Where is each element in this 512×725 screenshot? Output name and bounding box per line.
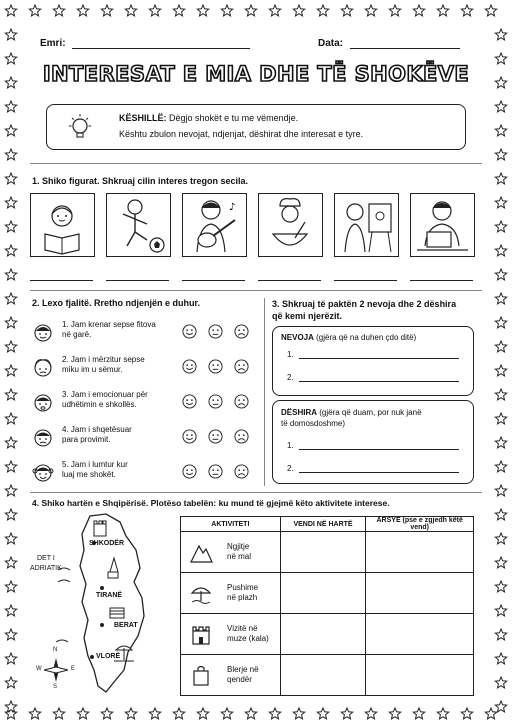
divider (30, 492, 482, 493)
star-decoration (5, 53, 16, 64)
place-cell[interactable] (280, 532, 366, 573)
neutral-face-icon[interactable] (208, 324, 223, 339)
albania-map (28, 510, 178, 700)
date-line[interactable] (350, 48, 460, 49)
star-decoration (293, 708, 304, 719)
star-decoration (5, 221, 16, 232)
vertical-divider (264, 298, 265, 486)
child-face-icon (32, 427, 54, 449)
star-decoration (5, 125, 16, 136)
star-decoration (125, 5, 136, 16)
castle-icon (189, 622, 213, 646)
picture-cooking (258, 193, 323, 257)
compass-w: W (36, 666, 42, 672)
activities-table (180, 516, 474, 696)
child-face-icon (32, 462, 54, 484)
star-decoration (495, 461, 506, 472)
section2-title: 2. Lexo fjalitë. Rretho ndjenjën e duhur. (32, 298, 201, 308)
svg-text:♪: ♪ (229, 202, 236, 213)
star-decoration (389, 708, 400, 719)
neutral-face-icon[interactable] (208, 359, 223, 374)
star-decoration (269, 708, 280, 719)
star-decoration (495, 653, 506, 664)
sad-face-icon[interactable] (234, 464, 249, 479)
star-decoration (495, 197, 506, 208)
star-decoration (5, 149, 16, 160)
tip-line-2: Kështu zbulon nevojat, ndjenjat, dëshirat dhe interesat e tyre. (119, 129, 364, 139)
answer-line-3[interactable] (182, 280, 245, 281)
reason-cell[interactable] (366, 655, 474, 696)
star-decoration (485, 708, 496, 719)
divider (30, 163, 482, 164)
star-decoration (149, 5, 160, 16)
star-decoration (413, 708, 424, 719)
star-decoration (5, 173, 16, 184)
table-row: Ngjitje në mal (181, 532, 474, 573)
needs-box: NEVOJA (gjëra që na duhen çdo ditë) 1. 2. (272, 326, 474, 396)
reason-cell[interactable] (366, 573, 474, 614)
star-decoration (495, 677, 506, 688)
star-decoration (485, 5, 496, 16)
star-decoration (77, 708, 88, 719)
compass-s: S (53, 684, 58, 690)
list-item: 3. Jam i emocionuar për udhëtimin e shkollës. (32, 390, 260, 420)
table-row: Vizitë në muze (kala) (181, 614, 474, 655)
child-face-icon (32, 392, 54, 414)
houses-icon (110, 608, 124, 618)
place-cell[interactable] (280, 614, 366, 655)
mountain-icon (189, 540, 213, 564)
star-decoration (5, 557, 16, 568)
neutral-face-icon[interactable] (208, 464, 223, 479)
star-decoration (221, 708, 232, 719)
star-decoration (5, 629, 16, 640)
star-decoration (5, 485, 16, 496)
star-decoration (245, 5, 256, 16)
city-tirane: TIRANË (96, 592, 123, 599)
star-decoration (495, 245, 506, 256)
star-decoration (495, 365, 506, 376)
shopping-bag-icon (189, 663, 213, 687)
star-decoration (173, 708, 184, 719)
star-decoration (495, 53, 506, 64)
city-vlore: VLORË (96, 653, 121, 660)
star-decoration (495, 581, 506, 592)
needs-line-1[interactable] (299, 358, 459, 359)
star-decoration (5, 533, 16, 544)
star-decoration (5, 269, 16, 280)
star-decoration (437, 5, 448, 16)
place-cell[interactable] (280, 655, 366, 696)
needs-label: NEVOJA (281, 333, 314, 342)
place-cell[interactable] (280, 573, 366, 614)
star-decoration (341, 708, 352, 719)
star-decoration (5, 413, 16, 424)
star-decoration (365, 708, 376, 719)
star-decoration (53, 5, 64, 16)
city-shkoder: SHKODËR (89, 540, 125, 547)
star-decoration (495, 77, 506, 88)
wants-line-1[interactable] (299, 449, 459, 450)
star-decoration (5, 437, 16, 448)
header-place: VENDI NË HARTË (280, 517, 366, 532)
tip-label: KËSHILLË: (119, 113, 167, 123)
star-decoration (317, 708, 328, 719)
star-decoration (413, 5, 424, 16)
star-decoration (495, 293, 506, 304)
header-activity: AKTIVITETI (181, 517, 281, 532)
star-decoration (5, 245, 16, 256)
happy-face-icon[interactable] (182, 464, 197, 479)
star-decoration (495, 317, 506, 328)
star-decoration (495, 101, 506, 112)
star-decoration (5, 5, 16, 16)
star-decoration (495, 173, 506, 184)
star-decoration (495, 221, 506, 232)
map-outline (28, 510, 178, 700)
star-decoration (53, 708, 64, 719)
wants-line-2[interactable] (299, 472, 459, 473)
star-decoration (5, 365, 16, 376)
star-decoration (5, 341, 16, 352)
star-decoration (365, 5, 376, 16)
section4-title: 4. Shiko hartën e Shqipërisë. Plotëso tabelën: ku mund të gjejmë këto aktivitete interese. (32, 498, 390, 508)
happy-face-icon[interactable] (182, 394, 197, 409)
star-decoration (221, 5, 232, 16)
star-decoration (5, 293, 16, 304)
star-decoration (495, 341, 506, 352)
answer-line-5[interactable] (334, 280, 397, 281)
star-decoration (495, 509, 506, 520)
star-decoration (5, 317, 16, 328)
star-decoration (495, 437, 506, 448)
list-item: 1. Jam krenar sepse fitova në garë. (32, 320, 260, 350)
star-decoration (29, 5, 40, 16)
sad-face-icon[interactable] (234, 394, 249, 409)
star-decoration (495, 269, 506, 280)
star-decoration (495, 413, 506, 424)
star-decoration (5, 29, 16, 40)
star-decoration (495, 29, 506, 40)
star-decoration (5, 581, 16, 592)
star-decoration (5, 509, 16, 520)
compass-icon (44, 658, 68, 682)
picture-computer (410, 193, 475, 257)
star-decoration (197, 5, 208, 16)
lightbulb-icon (65, 113, 95, 143)
name-label: Emri: (40, 38, 66, 49)
happy-face-icon[interactable] (182, 324, 197, 339)
star-decoration (495, 485, 506, 496)
star-decoration (197, 708, 208, 719)
section3-title: 3. Shkruaj të paktën 2 nevoja dhe 2 dëshira që kemi njerëzit. (272, 299, 457, 321)
star-decoration (317, 5, 328, 16)
star-decoration (495, 533, 506, 544)
star-decoration (125, 708, 136, 719)
tip-box (46, 104, 466, 150)
answer-line-4[interactable] (258, 280, 321, 281)
star-decoration (29, 708, 40, 719)
star-decoration (495, 701, 506, 712)
sea-label: DET I ADRIATIK (30, 555, 62, 572)
star-decoration (495, 389, 506, 400)
list-item: 4. Jam i shqetësuar para provimit. (32, 425, 260, 455)
star-decoration (149, 708, 160, 719)
child-face-icon (32, 357, 54, 379)
child-face-icon (32, 322, 54, 344)
beach-umbrella-icon (189, 581, 213, 605)
sad-face-icon[interactable] (234, 324, 249, 339)
table-row: Pushime në plazh (181, 573, 474, 614)
wants-label: DËSHIRA (281, 408, 318, 417)
section1-title: 1. Shiko figurat. Shkruaj cilin interes tregon secila. (32, 176, 249, 186)
star-decoration (5, 77, 16, 88)
reason-cell[interactable] (366, 614, 474, 655)
page-title: INTERESAT E MIA DHE TË SHOKËVE (42, 62, 470, 86)
answer-line-6[interactable] (410, 280, 473, 281)
compass-n: N (53, 647, 58, 653)
reason-cell[interactable] (366, 532, 474, 573)
star-decoration (437, 708, 448, 719)
city-berat: BERAT (114, 622, 138, 629)
wants-box: DËSHIRA (gjëra që duam, por nuk janë të domosdoshme) 1. 2. (272, 400, 474, 484)
star-decoration (245, 708, 256, 719)
star-decoration (495, 557, 506, 568)
star-decoration (461, 5, 472, 16)
star-decoration (495, 605, 506, 616)
picture-painting (334, 193, 399, 257)
star-decoration (5, 461, 16, 472)
answer-line-2[interactable] (106, 280, 169, 281)
star-decoration (495, 149, 506, 160)
star-decoration (495, 125, 506, 136)
star-decoration (293, 5, 304, 16)
star-decoration (389, 5, 400, 16)
picture-football (106, 193, 171, 257)
answer-line-1[interactable] (30, 280, 93, 281)
star-decoration (461, 708, 472, 719)
name-line[interactable] (72, 48, 250, 49)
star-decoration (495, 629, 506, 640)
picture-guitar (182, 193, 247, 257)
star-decoration (5, 101, 16, 112)
picture-reading (30, 193, 95, 257)
table-row: Blerje në qendër (181, 655, 474, 696)
star-decoration (173, 5, 184, 16)
neutral-face-icon[interactable] (208, 429, 223, 444)
star-decoration (341, 5, 352, 16)
star-decoration (5, 708, 16, 719)
sad-face-icon[interactable] (234, 429, 249, 444)
compass-e: E (71, 666, 76, 672)
star-decoration (269, 5, 280, 16)
date-label: Data: (318, 38, 344, 49)
star-decoration (101, 5, 112, 16)
star-decoration (5, 605, 16, 616)
list-item: 2. Jam i mërzitur sepse miku im u sëmur. (32, 355, 260, 385)
star-decoration (5, 653, 16, 664)
sad-face-icon[interactable] (234, 359, 249, 374)
happy-face-icon[interactable] (182, 429, 197, 444)
needs-line-2[interactable] (299, 381, 459, 382)
star-decoration (5, 677, 16, 688)
divider (30, 290, 482, 291)
neutral-face-icon[interactable] (208, 394, 223, 409)
list-item: 5. Jam i lumtur kur luaj me shokët. (32, 460, 260, 490)
star-decoration (101, 708, 112, 719)
tip-line-1: Dëgjo shokët e tu me vëmendje. (169, 113, 299, 123)
happy-face-icon[interactable] (182, 359, 197, 374)
star-decoration (5, 197, 16, 208)
star-decoration (77, 5, 88, 16)
header-reason: ARSYE (pse e zgjedh këtë vend) (366, 517, 474, 532)
star-decoration (5, 701, 16, 712)
star-decoration (5, 389, 16, 400)
